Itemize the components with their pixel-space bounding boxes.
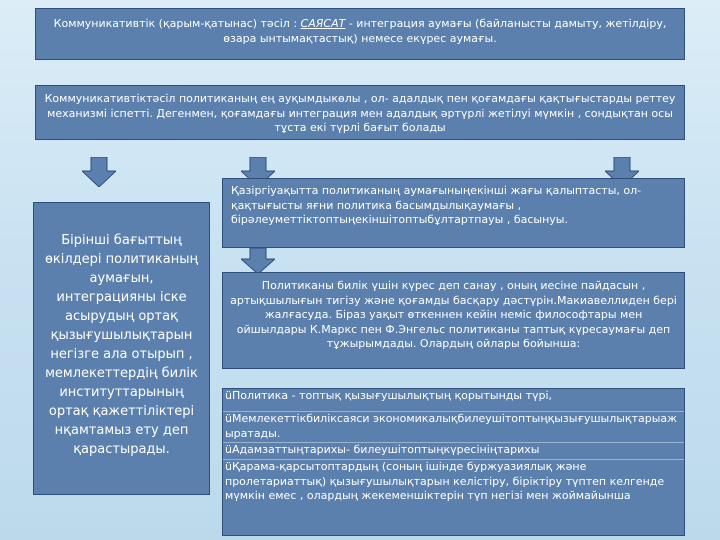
top-box-suffix: - интеграция аумағы (байланысты дамыту, жетілдіру, өзара ынтымақтастық) немесе екүрес аумағы. bbox=[223, 17, 667, 45]
list-item: üМемлекеттікбиліксаяси экономикалықбилеушітоптыңқызығушылықтарыаж ыратады. bbox=[223, 412, 684, 443]
marxist-theses-list bbox=[222, 388, 685, 536]
second-aspect-box bbox=[222, 178, 685, 248]
power-struggle-box bbox=[222, 272, 685, 369]
top-definition-box bbox=[35, 8, 685, 60]
second-aspect-text: Қазіргіуақытта политиканың аумағыныңекінші жағы қалыптасты, ол-қақтығысты яғни политика басымдылықаумағы , бірәлеуметтіктоптыңекіншітоптыбұлтартпауы , басынуы. bbox=[231, 184, 642, 226]
communicative-approach-text: Коммуникативтіктәсіл политиканың ең ауқымдыкөлы , ол- адалдық пен қоғамдағы қақтығыстарды реттеу механизмі іспетті. Дегенмен, қоғамдағы интеграция мен адалдық әртүрлі жетілуі мүмкін , сондықтан осы тұста екі түрлі бағыт болады bbox=[44, 92, 676, 134]
list-item: üПолитика - топтық қызығушылықтың қорытынды түрі, bbox=[223, 389, 684, 412]
politics-keyword: САЯСАТ bbox=[300, 17, 346, 30]
power-struggle-text: Политиканы билік үшін күрес деп санау , оның иесіне пайдасын , артықшылығын тигізу және қоғамды басқару дәстүрін.Макиавеллиден бері жалғасуда. Біраз уақыт өткеннен кейін неміс философтары мен ойшылдары К.Маркс пен Ф.Энгельс политиканы таптық күресаумағы деп тұжырымдады. Олардың ойлары бойынша: bbox=[230, 279, 677, 350]
communicative-approach-box bbox=[35, 85, 685, 140]
down-arrow-connector bbox=[241, 248, 275, 274]
first-direction-box bbox=[33, 202, 210, 495]
list-item: üАдамзаттыңтарихы- билеушітоптыңкүресініңтарихы bbox=[223, 443, 684, 460]
list-item: üҚарама-қарсытоптардың (соның ішінде буржуазиялық және пролетариаттық) қызығушылықтарын келістіру, біріктіру түптеп келгенде мүмкін емес , олардың жекеменшіктерін түп негізі мен жоймайынша bbox=[225, 460, 665, 502]
top-box-prefix: Коммуникативтік (қарым-қатынас) тәсіл : bbox=[53, 17, 301, 30]
first-direction-text: Бірінші бағыттың өкілдері политиканың аумағын, интеграцияны іске асырудың ортақ қызығушылықтарын негізге ала отырып , мемлекеттердің билік институттарының ортақ қажеттіліктері нқамтамыз ету деп қарастырады. bbox=[44, 233, 199, 457]
down-arrow-left bbox=[82, 157, 116, 187]
